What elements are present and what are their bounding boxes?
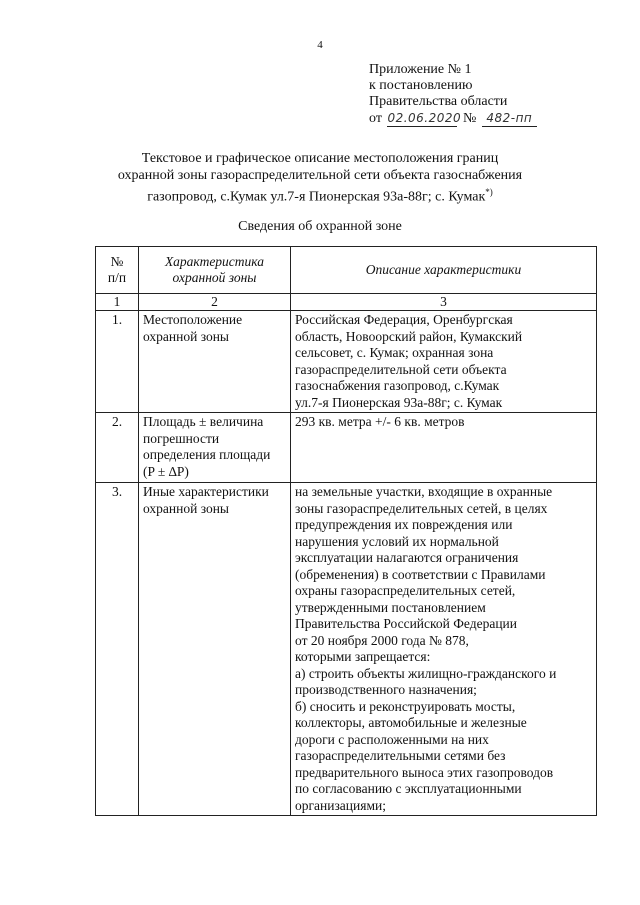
appendix-government-line: Правительства области — [369, 94, 508, 109]
row-description: Российская Федерация, Оренбургская область, Новоорский район, Кумакский сельсовет, с. Кумак; охранная зона газораспределительной сети объекта газоснабжения газопровод, с.Кумак ул.7-я Пионерская 93а-88г; с. Кумак — [291, 311, 597, 413]
page-number: 4 — [317, 39, 323, 51]
number-label: № — [462, 111, 477, 126]
appendix-title: Приложение № 1 — [369, 62, 472, 77]
protection-zone-table — [95, 246, 597, 816]
from-label: от — [369, 111, 382, 126]
row-description: на земельные участки, входящие в охранные зоны газораспределительных сетей, в целях предупреждения их повреждения или нарушения условий их нормальной эксплуатации налагаются ограничения (обременения) в соответствии с Правилами охраны газораспределительных сетей, утвержденными постановлением Правительства Российской Федерации от 20 ноября 2000 года № 878, которыми запрещается: а) строить объекты жилищно-гражданского и производственного назначения; б) сносить и реконструировать мосты, коллекторы, автомобильные и железные дороги с расположенными на них газораспределительными сетями без предварительного выноса этих газопроводов по согласованию с эксплуатационными организациями; — [291, 483, 597, 816]
header-description: Описание характеристики — [291, 247, 597, 294]
row-number: 1. — [96, 311, 139, 413]
table-header-row — [96, 247, 597, 294]
row-characteristic: Местоположение охранной зоны — [139, 311, 291, 413]
table-row — [96, 483, 597, 816]
handwritten-date: 02.06.2020 — [387, 111, 462, 125]
section-subtitle: Сведения об охранной зоне — [238, 219, 402, 234]
row-number: 3. — [96, 483, 139, 816]
footnote-mark: *) — [485, 187, 493, 197]
column-number-2: 2 — [139, 294, 291, 311]
appendix-date-line — [369, 110, 537, 127]
title-line-1: Текстовое и графическое описание местоположения границ — [141, 151, 499, 166]
title-line-2: охранной зоны газораспределительной сети объекта газоснабжения — [117, 168, 523, 183]
title-line-3-text: газопровод, с.Кумак ул.7-я Пионерская 93а-88г; с. Кумак — [147, 189, 486, 205]
table-row — [96, 413, 597, 483]
document-title — [0, 150, 640, 206]
row-number: 2. — [96, 413, 139, 483]
appendix-block — [369, 62, 537, 127]
column-number-1: 1 — [96, 294, 139, 311]
column-number-row — [96, 294, 597, 311]
title-line-3 — [0, 184, 640, 206]
appendix-resolution-line: к постановлению — [369, 78, 473, 93]
header-number: № п/п — [96, 247, 139, 294]
column-number-3: 3 — [291, 294, 597, 311]
row-characteristic: Иные характеристики охранной зоны — [139, 483, 291, 816]
handwritten-number: 482-пп — [482, 110, 537, 127]
row-description: 293 кв. метра +/- 6 кв. метров — [291, 413, 597, 483]
row-characteristic: Площадь ± величина погрешности определения площади (P ± ∆P) — [139, 413, 291, 483]
table-row — [96, 311, 597, 413]
header-characteristic: Характеристика охранной зоны — [139, 247, 291, 294]
